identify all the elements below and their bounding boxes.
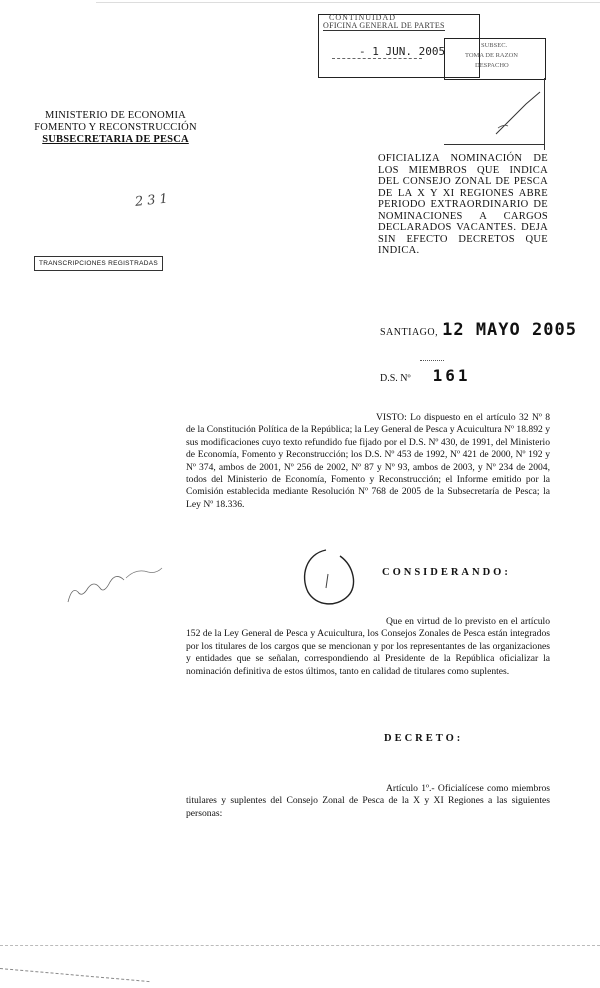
stamp-line2: OFICINA GENERAL DE PARTES xyxy=(323,21,445,30)
handwritten-note-scribble xyxy=(64,560,194,610)
visto-paragraph: VISTO: Lo dispuesto en el artículo 32 Nº 8 de la Constitución Política de la República; la Ley General de Pesca y Acuicultura Nº 18.892 y sus modificaciones cuyo texto refundido fue fijado por el D.S. Nº 430, de 1991, del Ministerio de Economía, Fomento y Reconstrucción; los D.S. Nº 453 de 1992, Nº 421 de 2000, Nº 192 y Nº 374, ambos de 2001, Nº 256 de 2002, Nº 87 y Nº 93, ambos de 2003, y Nº 234 de 2004, todos del Ministerio de Economía, Fomento y Reconstrucción; el Informe emitido por la Comisión establecida mediante Resolución Nº 768 de 2005 de la Subsecretaría de Pesca; la Ley Nº 18.336. xyxy=(186,412,550,510)
decree-number-value: 161 xyxy=(432,366,471,385)
ministry-line1: MINISTERIO DE ECONOMIA xyxy=(45,110,186,121)
stamp-bottom-line xyxy=(444,144,544,145)
ministry-line3: SUBSECRETARIA DE PESCA xyxy=(42,134,189,145)
date-stamp: 12 MAYO 2005 xyxy=(442,320,577,340)
stamp-right-top: SUBSEC. xyxy=(481,42,508,49)
scan-line-corner xyxy=(0,968,149,982)
hand-drawn-circle xyxy=(296,546,360,610)
transcriptions-stamp: TRANSCRIPCIONES REGISTRADAS xyxy=(34,256,163,271)
stamp-dash xyxy=(332,58,422,59)
stamp-right-bottom: DESPACHO xyxy=(475,62,509,69)
decree-number-label: D.S. Nº xyxy=(380,373,411,384)
handwritten-note xyxy=(64,560,194,610)
stamp-date: - 1 JUN. 2005 xyxy=(359,45,446,58)
place-label: SANTIAGO, xyxy=(380,327,439,338)
signature-scribble xyxy=(490,88,546,138)
considerando-paragraph: Que en virtud de lo previsto en el artículo 152 de la Ley General de Pesca y Acuicultura, los Consejos Zonales de Pesca están integrados por los titulares de los cargos que se mencionan y por los representantes de las organizaciones y entidades que se señalan, correspondiendo al Presidente de la República oficializar la nominación definitiva de estos últimos, tanto en calidad de titulares como suplentes. xyxy=(186,616,550,677)
stamp-right-box xyxy=(444,38,546,80)
ministry-line2: FOMENTO Y RECONSTRUCCIÓN xyxy=(34,122,197,133)
decree-number-dash xyxy=(420,360,444,361)
stamp-right-mid: TOMA DE RAZON xyxy=(465,52,518,59)
considerando-heading: CONSIDERANDO: xyxy=(382,567,511,578)
article-1-paragraph: Artículo 1º.- Oficialícese como miembros titulares y suplentes del Consejo Zonal de Pesca de la X y XI Regiones a las siguientes personas: xyxy=(186,783,550,819)
stamp-line1: CONTINUIDAD xyxy=(329,13,396,22)
ministry-header xyxy=(28,110,203,146)
decreto-heading: DECRETO: xyxy=(384,733,464,744)
scan-line-bottom xyxy=(0,945,600,946)
scan-line-top xyxy=(96,2,600,3)
handwritten-number: 231 xyxy=(134,191,173,210)
decree-summary: OFICIALIZA NOMINACIÓN DE LOS MIEMBROS QUE INDICA DEL CONSEJO ZONAL DE PESCA DE LA X Y XI REGIONES ABRE PERIODO EXTRAORDINARIO DE NOMINACIONES A CARGOS DECLARADOS VACANTES. DEJA SIN EFECTO DECRETOS QUE INDICA. xyxy=(378,153,548,256)
place-date xyxy=(380,320,577,340)
decree-number xyxy=(380,366,471,386)
